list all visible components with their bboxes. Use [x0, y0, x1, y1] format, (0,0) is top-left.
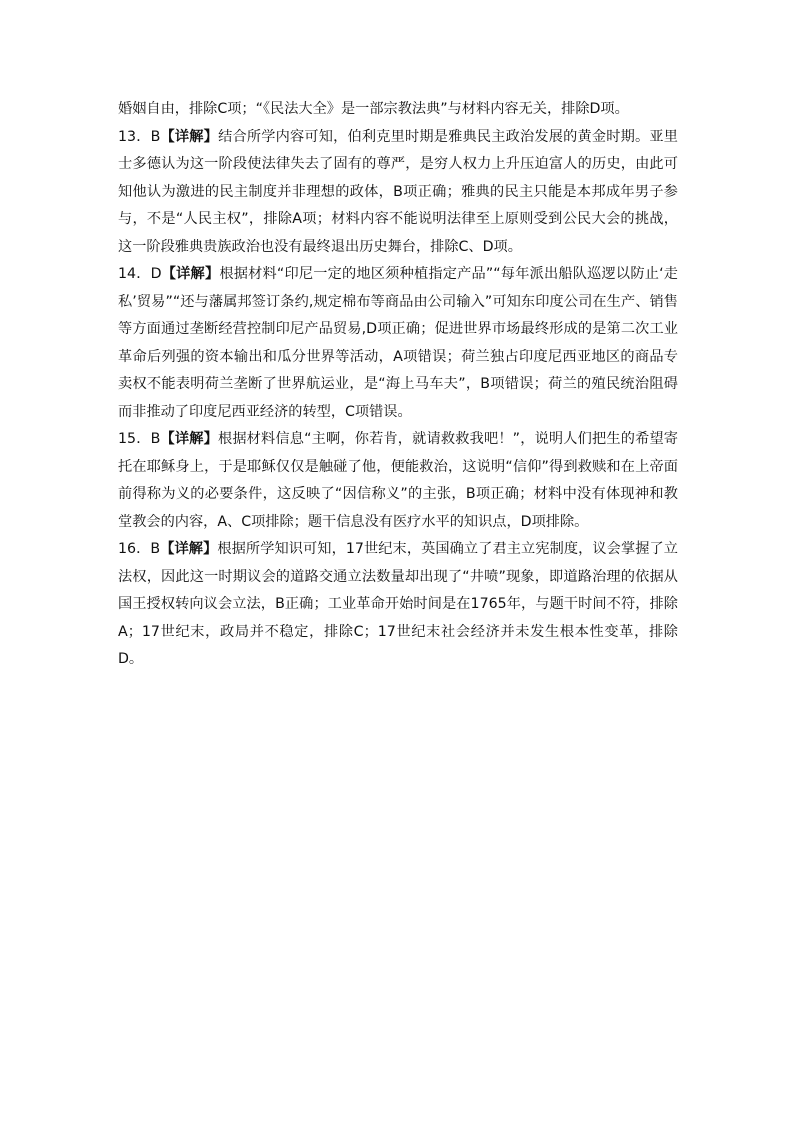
- answer-14: [118, 261, 678, 426]
- answer-13-number: 13．B: [118, 128, 161, 145]
- answer-13-tag: 【详解】: [160, 128, 219, 145]
- intro-paragraph: 婚姻自由，排除C项；“《民法大全》是一部宗教法典”与材料内容无关，排除D项。: [118, 101, 629, 117]
- answer-14-text: 根据材料“印尼一定的地区须种植指定产品”“每年派出船队巡逻以防止‘走私’贸易”“还与藩属邦签订条约,规定棉布等商品由公司输入”可知东印度公司在生产、销售等方面通过垄断经营控制印尼产品贸易,D项正确；促进世界市场最终形成的是第二次工业革命后列强的资本输出和瓜分世界等活动，A项错误；荷兰独占印度尼西亚地区的商品专卖权不能表明荷兰垄断了世界航运业，是“海上马车夫”，B项错误；荷兰的殖民统治阻碍而非推动了印度尼西亚经济的转型，C项错误。: [118, 266, 678, 420]
- answer-15-tag: 【详解】: [160, 431, 218, 447]
- answer-15: [118, 426, 678, 536]
- answer-14-tag: 【详解】: [161, 266, 220, 282]
- answer-16-text: 根据所学知识可知，17世纪末，英国确立了君主立宪制度，议会掌握了立法权，因此这一时期议会的道路交通立法数量却出现了“井喷”现象，即道路治理的依据从国王授权转向议会立法，B正确；工业革命开始时间是在1765年，与题干时间不符，排除A；17世纪末，政局并不稳定，排除C；17世纪末社会经济并未发生根本性变革，排除D。: [118, 541, 678, 667]
- answer-explanations: [118, 96, 678, 674]
- answer-15-text: 根据材料信息“主啊，你若肯，就请救救我吧！”，说明人们把生的希望寄托在耶稣身上，于是耶稣仅仅是触碰了他，便能救治，这说明“信仰”得到救赎和在上帝面前得称为义的必要条件，这反映了“因信称义”的主张，B项正确；材料中没有体现神和教堂教会的内容，A、C项排除；题干信息没有医疗水平的知识点，D项排除。: [118, 431, 678, 530]
- answer-16-number: 16．B: [118, 541, 161, 557]
- answer-16-tag: 【详解】: [160, 541, 218, 557]
- answer-13: [118, 124, 678, 262]
- answer-13-text: 结合所学内容可知，伯利克里时期是雅典民主政治发展的黄金时期。亚里士多德认为这一阶段使法律失去了固有的尊严，是穷人权力上升压迫富人的历史，由此可知他认为激进的民主制度并非理想的政体，B项正确；雅典的民主只能是本邦成年男子参与，不是“人民主权”，排除A项；材料内容不能说明法律至上原则受到公民大会的挑战，这一阶段雅典贵族政治也没有最终退出历史舞台，排除C、D项。: [118, 128, 678, 255]
- answer-14-number: 14．D: [118, 266, 162, 282]
- answer-16: [118, 536, 678, 674]
- answer-15-number: 15．B: [118, 431, 161, 447]
